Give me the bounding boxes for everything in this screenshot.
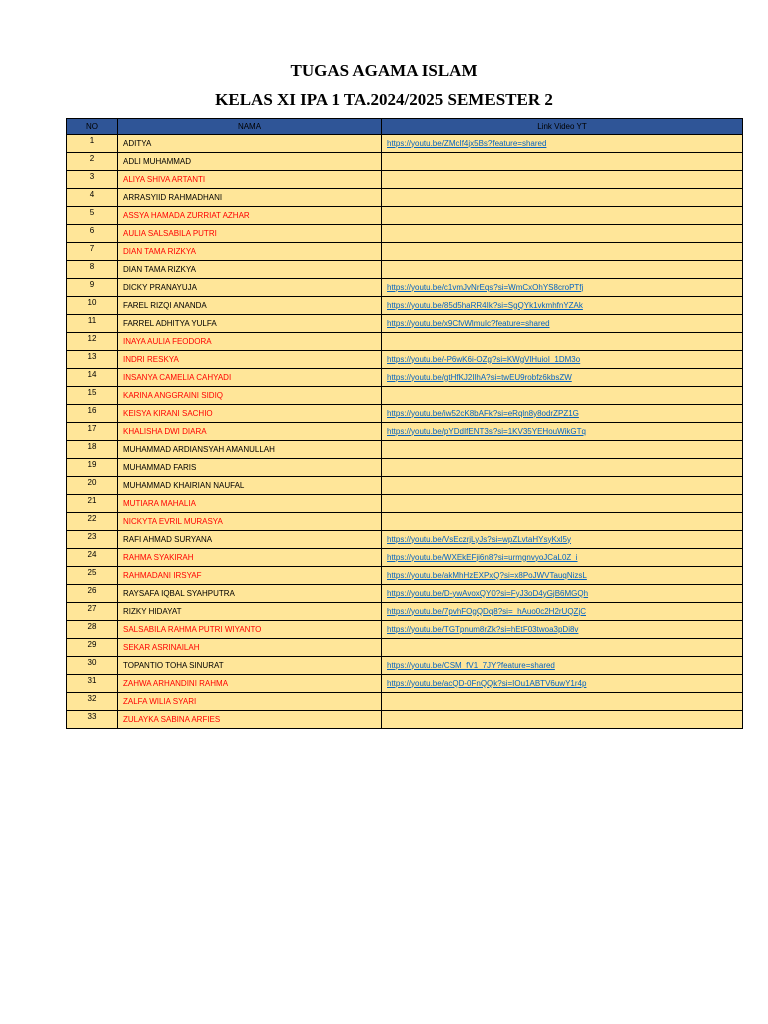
video-link-cell xyxy=(382,387,743,405)
youtube-link[interactable]: https://youtu.be/x9CfvWlmuIc?feature=shared xyxy=(387,318,550,328)
row-number: 29 xyxy=(67,639,118,657)
student-name: ARRASYIID RAHMADHANI xyxy=(118,189,382,207)
student-name: SALSABILA RAHMA PUTRI WIYANTO xyxy=(118,621,382,639)
video-link-cell xyxy=(382,405,743,423)
video-link-cell xyxy=(382,621,743,639)
row-number: 8 xyxy=(67,261,118,279)
student-name: RIZKY HIDAYAT xyxy=(118,603,382,621)
youtube-link[interactable]: https://youtu.be/85d5haRR4Ik?si=SgQYk1vkmhfnYZAk xyxy=(387,300,583,310)
video-link-cell xyxy=(382,207,743,225)
table-row xyxy=(67,315,743,333)
student-name: SEKAR ASRINAILAH xyxy=(118,639,382,657)
youtube-link[interactable]: https://youtu.be/-P6wK6i-OZg?si=KWgVlHuioI_1DM3o xyxy=(387,354,581,364)
table-row xyxy=(67,711,743,729)
video-link-cell xyxy=(382,261,743,279)
youtube-link[interactable]: https://youtu.be/akMhHzEXPxQ?si=x8PoJWVTauqNizsL xyxy=(387,570,587,580)
student-name: RAYSAFA IQBAL SYAHPUTRA xyxy=(118,585,382,603)
video-link-cell xyxy=(382,171,743,189)
video-link-cell xyxy=(382,441,743,459)
table-row xyxy=(67,657,743,675)
student-name: ZAHWA ARHANDINI RAHMA xyxy=(118,675,382,693)
row-number: 6 xyxy=(67,225,118,243)
table-row xyxy=(67,531,743,549)
table-row xyxy=(67,405,743,423)
student-video-table xyxy=(66,118,743,729)
document-title: TUGAS AGAMA ISLAM xyxy=(290,61,478,80)
video-link-cell xyxy=(382,477,743,495)
video-link-cell xyxy=(382,495,743,513)
row-number: 19 xyxy=(67,459,118,477)
table-row xyxy=(67,297,743,315)
video-link-cell xyxy=(382,153,743,171)
youtube-link[interactable]: https://youtu.be/CSM_fV1_7JY?feature=shared xyxy=(387,660,555,670)
table-row xyxy=(67,225,743,243)
student-name: KEISYA KIRANI SACHIO xyxy=(118,405,382,423)
student-name: ASSYA HAMADA ZURRIAT AZHAR xyxy=(118,207,382,225)
row-number: 18 xyxy=(67,441,118,459)
youtube-link[interactable]: https://youtu.be/WXEkEFji6n8?si=urmgnvyoJCaL0Z_i xyxy=(387,552,578,562)
video-link-cell xyxy=(382,585,743,603)
row-number: 1 xyxy=(67,135,118,153)
student-name: RAHMADANI IRSYAF xyxy=(118,567,382,585)
youtube-link[interactable]: https://youtu.be/ZMcIf4jx5Bs?feature=shared xyxy=(387,138,547,148)
row-number: 28 xyxy=(67,621,118,639)
row-number: 16 xyxy=(67,405,118,423)
video-link-cell xyxy=(382,459,743,477)
video-link-cell xyxy=(382,423,743,441)
video-link-cell xyxy=(382,657,743,675)
video-link-cell xyxy=(382,279,743,297)
table-row xyxy=(67,351,743,369)
row-number: 24 xyxy=(67,549,118,567)
row-number: 20 xyxy=(67,477,118,495)
youtube-link[interactable]: https://youtu.be/gtHfKJ2IlhA?si=twEU9robfz6kbsZW xyxy=(387,372,572,382)
student-name: MUHAMMAD FARIS xyxy=(118,459,382,477)
youtube-link[interactable]: https://youtu.be/VsEczrjLyJs?si=wpZLvtaHYsyKxl5y xyxy=(387,534,571,544)
table-row xyxy=(67,189,743,207)
row-number: 17 xyxy=(67,423,118,441)
table-row xyxy=(67,495,743,513)
student-name: MUTIARA MAHALIA xyxy=(118,495,382,513)
student-name: ZULAYKA SABINA ARFIES xyxy=(118,711,382,729)
student-name: FARREL ADHITYA YULFA xyxy=(118,315,382,333)
row-number: 7 xyxy=(67,243,118,261)
table-row xyxy=(67,261,743,279)
table-row xyxy=(67,387,743,405)
row-number: 26 xyxy=(67,585,118,603)
youtube-link[interactable]: https://youtu.be/TGTpnum8rZk?si=hEtF03twoa3pDi8v xyxy=(387,624,579,634)
student-name: ADITYA xyxy=(118,135,382,153)
column-header-no: NO xyxy=(67,119,118,135)
table-row xyxy=(67,513,743,531)
row-number: 30 xyxy=(67,657,118,675)
row-number: 10 xyxy=(67,297,118,315)
video-link-cell xyxy=(382,639,743,657)
video-link-cell xyxy=(382,567,743,585)
video-link-cell xyxy=(382,549,743,567)
video-link-cell xyxy=(382,189,743,207)
row-number: 15 xyxy=(67,387,118,405)
table-body xyxy=(67,135,743,729)
table-row xyxy=(67,207,743,225)
video-link-cell xyxy=(382,675,743,693)
table-row xyxy=(67,477,743,495)
table-row xyxy=(67,675,743,693)
video-link-cell xyxy=(382,711,743,729)
student-name: ADLI MUHAMMAD xyxy=(118,153,382,171)
table-row xyxy=(67,135,743,153)
table-row xyxy=(67,171,743,189)
row-number: 4 xyxy=(67,189,118,207)
table-row xyxy=(67,279,743,297)
youtube-link[interactable]: https://youtu.be/pYDdIfENT3s?si=1KV35YEHouWikGTq xyxy=(387,426,586,436)
youtube-link[interactable]: https://youtu.be/D-ywAvoxQY0?si=FyJ3oD4yGjB6MGQh xyxy=(387,588,589,598)
table-row xyxy=(67,423,743,441)
video-link-cell xyxy=(382,297,743,315)
table-row xyxy=(67,369,743,387)
youtube-link[interactable]: https://youtu.be/7pvhFOgQDq8?si=_hAuo0c2H2rUQZjC xyxy=(387,606,586,616)
table-row xyxy=(67,621,743,639)
student-name: MUHAMMAD ARDIANSYAH AMANULLAH xyxy=(118,441,382,459)
student-name: NICKYTA EVRIL MURASYA xyxy=(118,513,382,531)
row-number: 5 xyxy=(67,207,118,225)
row-number: 31 xyxy=(67,675,118,693)
video-link-cell xyxy=(382,513,743,531)
video-link-cell xyxy=(382,315,743,333)
student-name: RAFI AHMAD SURYANA xyxy=(118,531,382,549)
student-name: INDRI RESKYA xyxy=(118,351,382,369)
video-link-cell xyxy=(382,243,743,261)
table-row xyxy=(67,603,743,621)
video-link-cell xyxy=(382,693,743,711)
table-row xyxy=(67,639,743,657)
row-number: 2 xyxy=(67,153,118,171)
student-name: MUHAMMAD KHAIRIAN NAUFAL xyxy=(118,477,382,495)
table-header-row xyxy=(67,119,743,135)
row-number: 25 xyxy=(67,567,118,585)
youtube-link[interactable]: https://youtu.be/iw52cK8bAFk?si=eRqln8y8odrZPZ1G xyxy=(387,408,579,418)
video-link-cell xyxy=(382,135,743,153)
row-number: 9 xyxy=(67,279,118,297)
row-number: 32 xyxy=(67,693,118,711)
student-name: DIAN TAMA RIZKYA xyxy=(118,261,382,279)
row-number: 11 xyxy=(67,315,118,333)
video-link-cell xyxy=(382,225,743,243)
student-name: RAHMA SYAKIRAH xyxy=(118,549,382,567)
document-subtitle: KELAS XI IPA 1 TA.2024/2025 SEMESTER 2 xyxy=(215,90,553,109)
row-number: 21 xyxy=(67,495,118,513)
column-header-nama: NAMA xyxy=(118,119,382,135)
student-name: TOPANTIO TOHA SINURAT xyxy=(118,657,382,675)
table-row xyxy=(67,333,743,351)
youtube-link[interactable]: https://youtu.be/c1vmJvNrEqs?si=WmCxOhYS8croPTfj xyxy=(387,282,584,292)
student-name: KARINA ANGGRAINI SIDIQ xyxy=(118,387,382,405)
video-link-cell xyxy=(382,351,743,369)
student-name: DICKY PRANAYUJA xyxy=(118,279,382,297)
row-number: 12 xyxy=(67,333,118,351)
column-header-link: Link Video YT xyxy=(382,119,743,135)
student-name: KHALISHA DWI DIARA xyxy=(118,423,382,441)
table-row xyxy=(67,585,743,603)
video-link-cell xyxy=(382,603,743,621)
row-number: 33 xyxy=(67,711,118,729)
student-name: INSANYA CAMELIA CAHYADI xyxy=(118,369,382,387)
table-row xyxy=(67,459,743,477)
student-name: DIAN TAMA RIZKYA xyxy=(118,243,382,261)
table-row xyxy=(67,567,743,585)
table-row xyxy=(67,693,743,711)
student-name: ZALFA WILIA SYARI xyxy=(118,693,382,711)
row-number: 13 xyxy=(67,351,118,369)
youtube-link[interactable]: https://youtu.be/acQD-0FnQQk?si=IOu1ABTV6uwY1r4p xyxy=(387,678,587,688)
table-row xyxy=(67,243,743,261)
student-name: INAYA AULIA FEODORA xyxy=(118,333,382,351)
student-name: AULIA SALSABILA PUTRI xyxy=(118,225,382,243)
row-number: 14 xyxy=(67,369,118,387)
video-link-cell xyxy=(382,333,743,351)
row-number: 27 xyxy=(67,603,118,621)
video-link-cell xyxy=(382,369,743,387)
table-row xyxy=(67,153,743,171)
table-row xyxy=(67,441,743,459)
video-link-cell xyxy=(382,531,743,549)
table-row xyxy=(67,549,743,567)
student-name: ALIYA SHIVA ARTANTI xyxy=(118,171,382,189)
student-name: FAREL RIZQI ANANDA xyxy=(118,297,382,315)
row-number: 3 xyxy=(67,171,118,189)
row-number: 23 xyxy=(67,531,118,549)
row-number: 22 xyxy=(67,513,118,531)
